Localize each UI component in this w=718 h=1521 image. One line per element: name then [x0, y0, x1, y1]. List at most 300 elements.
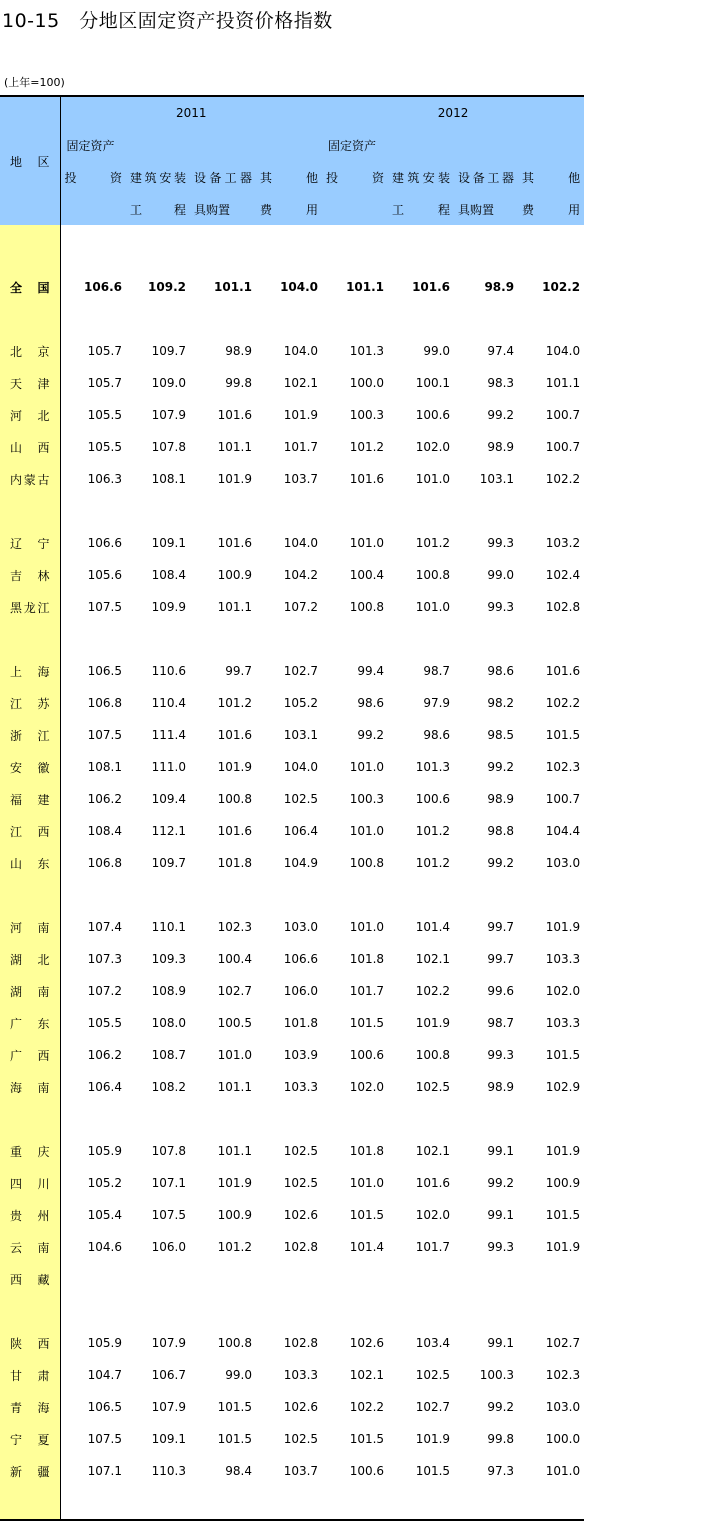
table-row — [0, 367, 584, 399]
table-row — [0, 1327, 584, 1359]
table-row — [0, 559, 584, 591]
spacer-cell — [60, 623, 126, 655]
spacer-cell — [60, 495, 126, 527]
value-cell: 101.1 — [346, 280, 385, 294]
value-cell: 107.8 — [151, 440, 186, 454]
value-cell: 102.0 — [349, 1080, 385, 1094]
value-cell: 101.7 — [349, 984, 385, 998]
value-cell: 102.5 — [283, 792, 319, 806]
value-cell: 108.9 — [151, 984, 186, 998]
table-row — [0, 271, 584, 303]
table-row — [0, 1263, 584, 1295]
spacer-cell — [60, 879, 126, 911]
value-cell: 110.1 — [151, 920, 186, 934]
value-cell: 101.2 — [415, 536, 451, 550]
value-cell: 101.2 — [217, 696, 252, 710]
header-region: 地 区 — [0, 96, 60, 225]
value-cell: 99.3 — [487, 1048, 515, 1062]
value-cell: 99.2 — [487, 1400, 515, 1414]
value-cell: 101.6 — [217, 824, 252, 838]
spacer-cell — [322, 1487, 388, 1520]
value-cell: 102.8 — [283, 1336, 319, 1350]
value-cell: 107.5 — [151, 1208, 186, 1222]
value-cell: 106.5 — [87, 664, 122, 678]
value-cell: 107.9 — [151, 408, 186, 422]
spacer-row — [0, 623, 584, 655]
value-cell: 106.5 — [87, 1400, 122, 1414]
value-cell: 103.1 — [283, 728, 319, 742]
spacer-cell — [60, 303, 126, 335]
value-cell: 99.8 — [225, 376, 252, 390]
spacer-row — [0, 303, 584, 335]
value-cell: 101.4 — [415, 920, 451, 934]
value-cell: 102.3 — [545, 760, 581, 774]
spacer-cell — [126, 495, 190, 527]
table-row — [0, 687, 584, 719]
value-cell: 107.1 — [87, 1464, 122, 1478]
spacer-cell — [518, 1295, 584, 1327]
value-cell: 102.2 — [545, 696, 581, 710]
value-cell: 101.0 — [349, 824, 385, 838]
value-cell — [190, 1263, 256, 1295]
value-cell: 101.9 — [217, 760, 252, 774]
value-cell: 99.7 — [487, 952, 515, 966]
header-other-2011: 其 他 — [256, 161, 322, 193]
spacer-cell — [0, 495, 60, 527]
table-row — [0, 431, 584, 463]
spacer-cell — [60, 1103, 126, 1135]
value-cell: 101.0 — [217, 1048, 252, 1062]
value-cell: 98.4 — [225, 1464, 252, 1478]
header-equipment-2012-cont: 具购置 — [454, 193, 518, 225]
header-equipment-2011: 设备工器 — [190, 161, 256, 193]
spacer-cell — [518, 1103, 584, 1135]
table-row — [0, 1167, 584, 1199]
spacer-row — [0, 495, 584, 527]
value-cell: 104.0 — [283, 760, 319, 774]
region-cell: 内蒙古 — [0, 463, 60, 495]
spacer-cell — [190, 225, 256, 271]
value-cell: 107.9 — [151, 1400, 186, 1414]
spacer-row — [0, 1487, 584, 1520]
value-cell: 100.1 — [415, 376, 451, 390]
spacer-cell — [388, 225, 454, 271]
value-cell: 98.9 — [487, 792, 515, 806]
value-cell: 100.8 — [217, 1336, 252, 1350]
spacer-cell — [0, 303, 60, 335]
region-cell: 重庆 — [0, 1135, 60, 1167]
spacer-cell — [126, 1295, 190, 1327]
value-cell: 106.2 — [87, 1048, 122, 1062]
value-cell: 103.9 — [283, 1048, 319, 1062]
spacer-cell — [0, 1295, 60, 1327]
spacer-cell — [126, 1487, 190, 1520]
table-row — [0, 783, 584, 815]
spacer-cell — [126, 303, 190, 335]
header-investment-2012-cont — [322, 193, 388, 225]
table-row — [0, 751, 584, 783]
value-cell: 101.6 — [545, 664, 581, 678]
spacer-cell — [388, 623, 454, 655]
value-cell: 100.0 — [349, 376, 385, 390]
value-cell: 104.0 — [280, 280, 319, 294]
value-cell: 101.6 — [217, 408, 252, 422]
value-cell: 106.0 — [151, 1240, 186, 1254]
value-cell: 106.6 — [283, 952, 319, 966]
value-cell: 106.0 — [283, 984, 319, 998]
spacer-cell — [388, 495, 454, 527]
value-cell: 100.3 — [349, 792, 385, 806]
spacer-cell — [190, 623, 256, 655]
value-cell: 103.0 — [545, 856, 581, 870]
value-cell: 101.7 — [415, 1240, 451, 1254]
value-cell: 106.3 — [87, 472, 122, 486]
header-fixed-assets-2012: 固定资产 — [322, 129, 584, 161]
spacer-cell — [190, 879, 256, 911]
value-cell: 107.2 — [87, 984, 122, 998]
value-cell: 101.5 — [217, 1432, 252, 1446]
value-cell: 106.7 — [151, 1368, 186, 1382]
value-cell: 101.5 — [545, 728, 581, 742]
value-cell: 98.2 — [487, 696, 515, 710]
value-cell: 99.0 — [423, 344, 451, 358]
value-cell: 101.9 — [545, 1144, 581, 1158]
value-cell: 97.3 — [487, 1464, 515, 1478]
spacer-cell — [322, 303, 388, 335]
value-cell: 108.1 — [87, 760, 122, 774]
value-cell: 103.3 — [545, 1016, 581, 1030]
value-cell: 99.7 — [487, 920, 515, 934]
spacer-row — [0, 879, 584, 911]
value-cell: 99.2 — [487, 856, 515, 870]
spacer-cell — [190, 1295, 256, 1327]
value-cell: 103.3 — [283, 1080, 319, 1094]
header-other-2012: 其 他 — [518, 161, 584, 193]
value-cell: 103.7 — [283, 472, 319, 486]
value-cell: 104.7 — [87, 1368, 122, 1382]
value-cell: 104.6 — [87, 1240, 122, 1254]
table-row — [0, 527, 584, 559]
spacer-cell — [60, 1487, 126, 1520]
value-cell: 101.6 — [415, 1176, 451, 1190]
value-cell: 99.0 — [487, 568, 515, 582]
spacer-cell — [126, 879, 190, 911]
value-cell: 101.1 — [217, 600, 252, 614]
value-cell: 101.3 — [415, 760, 451, 774]
value-cell: 101.2 — [217, 1240, 252, 1254]
value-cell: 99.2 — [487, 408, 515, 422]
table-row — [0, 655, 584, 687]
table-row — [0, 1359, 584, 1391]
value-cell: 108.2 — [151, 1080, 186, 1094]
header-other-2012-cont: 费 用 — [518, 193, 584, 225]
table-row — [0, 847, 584, 879]
value-cell: 102.8 — [545, 600, 581, 614]
value-cell: 110.4 — [151, 696, 186, 710]
value-cell: 99.1 — [487, 1144, 515, 1158]
value-cell: 104.0 — [283, 536, 319, 550]
value-cell: 106.8 — [87, 696, 122, 710]
value-cell: 110.3 — [151, 1464, 186, 1478]
spacer-cell — [454, 623, 518, 655]
value-cell: 107.8 — [151, 1144, 186, 1158]
spacer-cell — [454, 303, 518, 335]
spacer-cell — [454, 1295, 518, 1327]
table-row — [0, 943, 584, 975]
value-cell: 100.3 — [349, 408, 385, 422]
value-cell: 102.2 — [415, 984, 451, 998]
value-cell: 101.0 — [349, 536, 385, 550]
value-cell: 107.5 — [87, 600, 122, 614]
value-cell: 102.6 — [349, 1336, 385, 1350]
spacer-cell — [0, 1103, 60, 1135]
value-cell: 106.6 — [87, 536, 122, 550]
value-cell: 100.6 — [415, 408, 451, 422]
value-cell: 101.9 — [283, 408, 319, 422]
region-cell: 湖南 — [0, 975, 60, 1007]
value-cell: 102.7 — [545, 1336, 581, 1350]
value-cell: 100.6 — [349, 1464, 385, 1478]
spacer-cell — [388, 1295, 454, 1327]
spacer-cell — [518, 303, 584, 335]
region-cell: 浙江 — [0, 719, 60, 751]
spacer-cell — [126, 1103, 190, 1135]
value-cell: 102.0 — [415, 1208, 451, 1222]
value-cell: 107.1 — [151, 1176, 186, 1190]
value-cell: 101.4 — [349, 1240, 385, 1254]
value-cell: 101.9 — [217, 472, 252, 486]
value-cell: 106.2 — [87, 792, 122, 806]
value-cell — [454, 1263, 518, 1295]
header-construction-2012-cont: 工 程 — [388, 193, 454, 225]
region-cell: 江苏 — [0, 687, 60, 719]
header-year-2011: 2011 — [60, 96, 322, 129]
spacer-cell — [388, 303, 454, 335]
value-cell: 105.5 — [87, 408, 122, 422]
value-cell: 99.4 — [357, 664, 385, 678]
value-cell: 103.0 — [283, 920, 319, 934]
value-cell: 98.9 — [487, 1080, 515, 1094]
value-cell: 106.4 — [283, 824, 319, 838]
value-cell: 109.4 — [151, 792, 186, 806]
value-cell: 105.2 — [283, 696, 319, 710]
spacer-cell — [454, 879, 518, 911]
value-cell — [126, 1263, 190, 1295]
value-cell: 101.2 — [349, 440, 385, 454]
value-cell: 102.2 — [545, 472, 581, 486]
value-cell: 107.3 — [87, 952, 122, 966]
value-cell: 102.3 — [545, 1368, 581, 1382]
value-cell: 102.5 — [415, 1368, 451, 1382]
region-cell: 福建 — [0, 783, 60, 815]
value-cell: 99.2 — [487, 1176, 515, 1190]
region-cell: 黑龙江 — [0, 591, 60, 623]
value-cell: 101.8 — [217, 856, 252, 870]
value-cell: 100.9 — [217, 1208, 252, 1222]
value-cell: 112.1 — [151, 824, 186, 838]
value-cell: 102.8 — [283, 1240, 319, 1254]
region-cell: 新疆 — [0, 1455, 60, 1487]
value-cell: 103.1 — [479, 472, 515, 486]
spacer-cell — [322, 879, 388, 911]
table-row — [0, 1071, 584, 1103]
value-cell: 101.0 — [415, 472, 451, 486]
table-row — [0, 1039, 584, 1071]
value-cell: 98.6 — [357, 696, 385, 710]
value-cell: 102.5 — [283, 1176, 319, 1190]
value-cell: 107.4 — [87, 920, 122, 934]
header-equipment-2012: 设备工器 — [454, 161, 518, 193]
value-cell: 101.5 — [545, 1208, 581, 1222]
value-cell: 100.3 — [479, 1368, 515, 1382]
region-cell: 山西 — [0, 431, 60, 463]
value-cell: 106.8 — [87, 856, 122, 870]
value-cell: 101.1 — [217, 1144, 252, 1158]
value-cell: 110.6 — [151, 664, 186, 678]
value-cell: 102.7 — [415, 1400, 451, 1414]
region-cell: 吉林 — [0, 559, 60, 591]
spacer-cell — [0, 1487, 60, 1520]
value-cell: 101.0 — [545, 1464, 581, 1478]
region-cell: 甘肃 — [0, 1359, 60, 1391]
value-cell: 108.4 — [151, 568, 186, 582]
value-cell: 107.5 — [87, 728, 122, 742]
table-row — [0, 463, 584, 495]
table-row — [0, 1007, 584, 1039]
header-construction-2012: 建筑安装 — [388, 161, 454, 193]
unit-note: (上年=100) — [4, 76, 65, 89]
value-cell: 109.2 — [148, 280, 186, 294]
value-cell: 102.1 — [415, 952, 451, 966]
value-cell: 99.6 — [487, 984, 515, 998]
value-cell: 109.1 — [151, 536, 186, 550]
header-investment-2011-cont — [60, 193, 126, 225]
region-cell: 江西 — [0, 815, 60, 847]
region-cell: 辽宁 — [0, 527, 60, 559]
header-year-2012: 2012 — [322, 96, 584, 129]
table-row — [0, 1423, 584, 1455]
value-cell: 103.3 — [283, 1368, 319, 1382]
table-row — [0, 719, 584, 751]
value-cell: 98.8 — [487, 824, 515, 838]
value-cell: 99.2 — [487, 760, 515, 774]
spacer-cell — [322, 623, 388, 655]
region-cell: 天津 — [0, 367, 60, 399]
value-cell: 108.4 — [87, 824, 122, 838]
table-row — [0, 1231, 584, 1263]
value-cell: 99.3 — [487, 1240, 515, 1254]
table-row — [0, 591, 584, 623]
value-cell: 99.7 — [225, 664, 252, 678]
value-cell: 102.1 — [283, 376, 319, 390]
value-cell: 102.5 — [415, 1080, 451, 1094]
value-cell: 100.6 — [415, 792, 451, 806]
table-row — [0, 975, 584, 1007]
value-cell: 100.7 — [545, 408, 581, 422]
page-title: 10-15 分地区固定资产投资价格指数 — [2, 10, 333, 32]
spacer-cell — [388, 879, 454, 911]
value-cell: 101.5 — [415, 1464, 451, 1478]
spacer-cell — [190, 1103, 256, 1135]
table-row — [0, 911, 584, 943]
spacer-cell — [322, 225, 388, 271]
spacer-cell — [454, 1103, 518, 1135]
header-construction-2011: 建筑安装 — [126, 161, 190, 193]
region-cell: 海南 — [0, 1071, 60, 1103]
region-cell: 四川 — [0, 1167, 60, 1199]
value-cell: 101.1 — [217, 440, 252, 454]
value-cell: 100.0 — [545, 1432, 581, 1446]
value-cell: 105.9 — [87, 1336, 122, 1350]
spacer-cell — [518, 1487, 584, 1520]
value-cell: 109.1 — [151, 1432, 186, 1446]
spacer-cell — [60, 225, 126, 271]
table-row — [0, 1199, 584, 1231]
value-cell: 104.2 — [283, 568, 319, 582]
value-cell: 108.1 — [151, 472, 186, 486]
value-cell: 101.8 — [283, 1016, 319, 1030]
value-cell: 109.7 — [151, 856, 186, 870]
spacer-cell — [256, 879, 322, 911]
value-cell: 101.5 — [545, 1048, 581, 1062]
value-cell: 103.0 — [545, 1400, 581, 1414]
region-cell: 山东 — [0, 847, 60, 879]
value-cell: 101.7 — [283, 440, 319, 454]
value-cell: 100.8 — [349, 600, 385, 614]
value-cell: 111.4 — [151, 728, 186, 742]
value-cell: 105.4 — [87, 1208, 122, 1222]
value-cell: 109.7 — [151, 344, 186, 358]
value-cell: 97.4 — [487, 344, 515, 358]
value-cell: 102.0 — [545, 984, 581, 998]
spacer-cell — [518, 225, 584, 271]
value-cell: 105.2 — [87, 1176, 122, 1190]
spacer-cell — [454, 1487, 518, 1520]
value-cell: 101.1 — [214, 280, 252, 294]
value-cell: 104.9 — [283, 856, 319, 870]
value-cell: 102.5 — [283, 1144, 319, 1158]
value-cell: 102.4 — [545, 568, 581, 582]
value-cell: 103.2 — [545, 536, 581, 550]
value-cell: 101.0 — [349, 760, 385, 774]
value-cell: 109.0 — [151, 376, 186, 390]
value-cell: 101.8 — [349, 1144, 385, 1158]
value-cell: 102.6 — [283, 1208, 319, 1222]
spacer-cell — [190, 495, 256, 527]
value-cell: 100.8 — [349, 856, 385, 870]
value-cell: 105.5 — [87, 440, 122, 454]
value-cell: 101.2 — [415, 824, 451, 838]
value-cell: 101.5 — [217, 1400, 252, 1414]
value-cell: 105.7 — [87, 344, 122, 358]
value-cell — [256, 1263, 322, 1295]
value-cell: 98.5 — [487, 728, 515, 742]
table-row — [0, 399, 584, 431]
value-cell: 101.0 — [415, 600, 451, 614]
value-cell: 102.3 — [217, 920, 252, 934]
spacer-row — [0, 225, 584, 271]
value-cell: 100.9 — [545, 1176, 581, 1190]
value-cell: 111.0 — [151, 760, 186, 774]
spacer-row — [0, 1295, 584, 1327]
value-cell: 102.6 — [283, 1400, 319, 1414]
value-cell: 97.9 — [423, 696, 451, 710]
value-cell: 102.7 — [283, 664, 319, 678]
region-cell: 河南 — [0, 911, 60, 943]
spacer-cell — [0, 623, 60, 655]
spacer-cell — [256, 1103, 322, 1135]
value-cell: 99.8 — [487, 1432, 515, 1446]
